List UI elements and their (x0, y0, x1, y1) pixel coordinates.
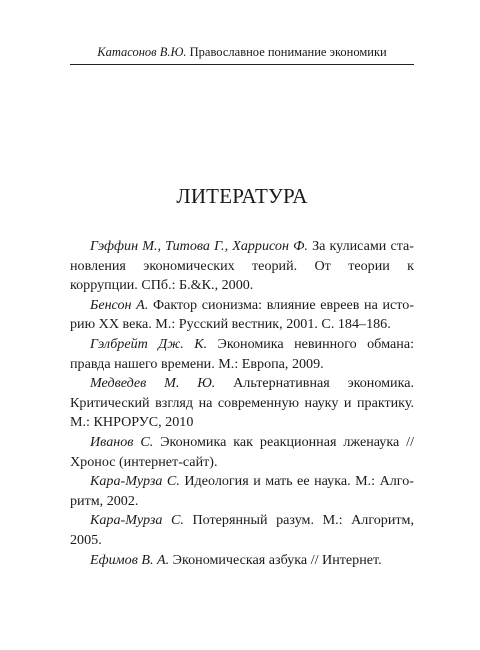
entry-author: Гэффин М., Титова Г., Харрисон Ф. (90, 238, 308, 254)
entry-author: Кара-Мурза С. (90, 473, 180, 490)
running-header (70, 44, 414, 60)
bibliography-list (70, 237, 414, 570)
entry-text: Экономика невинного обмана: правда нашего времени. М.: Европа, 2009. (70, 335, 414, 372)
entry-author: Кара-Мурза С. (90, 512, 184, 529)
section-title: ЛИТЕРАТУРА (176, 184, 308, 208)
entry-author: Ефимов В. А. (90, 551, 170, 568)
running-header-author: Катасонов В.Ю. (97, 45, 187, 59)
bibliography-entry (70, 511, 414, 550)
entry-author: Бенсон А. (90, 296, 149, 313)
bibliography-entry (70, 296, 414, 335)
bibliography-entry (70, 374, 414, 433)
entry-text: Экономика как реакционная лженаука // Хронос (интернет-сайт). (70, 433, 414, 470)
header-rule (70, 64, 414, 65)
bibliography-entry (70, 433, 414, 472)
bibliography-entry (70, 335, 414, 374)
bibliography-entry (70, 472, 414, 511)
entry-text: Потерянный разум. М.: Алгоритм, 2005. (70, 512, 414, 548)
entry-text: Альтернативная экономика. Критический взгляд на современную науку и практику. М.: КНРОРУС, 2010 (70, 375, 414, 431)
entry-text: Экономическая азбука // Интернет. (169, 551, 382, 568)
entry-text: Идеология и мать ее наука. М.: Алгоритм, 2002. (70, 473, 414, 509)
entry-text: За кулисами становления экономических теорий. От теории к коррупции. СПб.: Б.&К., 2000. (70, 238, 414, 294)
bibliography-entry (70, 551, 414, 571)
entry-author: Медведев М. Ю. (90, 375, 216, 392)
bibliography-entry (70, 237, 414, 296)
entry-text: Фактор сионизма: влияние евреев на историю XX века. М.: Русский вестник, 2001. С. 184–186. (70, 296, 415, 333)
running-header-title: Православное понимание экономики (189, 45, 387, 59)
entry-author: Иванов С. (90, 433, 154, 450)
entry-author: Гэлбрейт Дж. К. (90, 335, 208, 352)
